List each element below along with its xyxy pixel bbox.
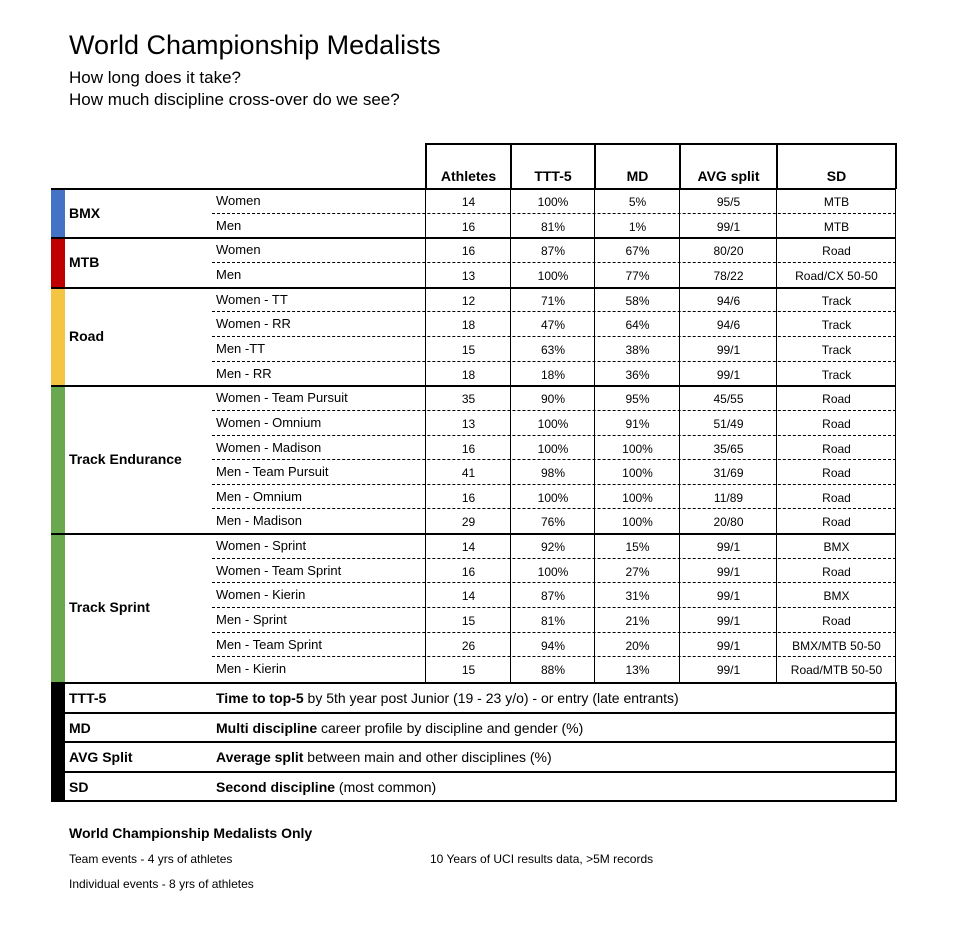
footer-note-individual: Individual events - 8 yrs of athletes bbox=[69, 877, 254, 891]
table-cell: 99/1 bbox=[716, 589, 741, 604]
table-cell: 15 bbox=[461, 342, 476, 357]
row-label: Men - Team Sprint bbox=[216, 636, 322, 652]
row-label: Women - Team Pursuit bbox=[216, 390, 348, 406]
column-divider bbox=[679, 189, 680, 682]
column-divider bbox=[594, 189, 595, 682]
legend-key: SD bbox=[69, 778, 89, 795]
legend-key: TTT-5 bbox=[69, 690, 107, 706]
row-divider bbox=[212, 213, 896, 214]
table-cell: 64% bbox=[625, 318, 650, 333]
table-cell: 15% bbox=[625, 540, 650, 555]
column-header: MD bbox=[626, 168, 649, 184]
table-cell: 99/1 bbox=[716, 540, 741, 555]
row-label: Women - TT bbox=[216, 291, 288, 307]
table-cell: 27% bbox=[625, 564, 650, 579]
table-cell: BMX bbox=[823, 589, 850, 604]
table-cell: 51/49 bbox=[713, 416, 744, 431]
row-label: Women - Team Sprint bbox=[216, 562, 342, 578]
legend-description: Second discipline (most common) bbox=[216, 778, 437, 795]
table-cell: 18% bbox=[540, 367, 566, 382]
row-label: Women bbox=[216, 193, 261, 208]
table-cell: 16 bbox=[461, 490, 476, 505]
row-divider bbox=[212, 484, 896, 485]
group-name: Road bbox=[69, 327, 104, 344]
group-border bbox=[51, 287, 896, 289]
row-label: Men - Team Pursuit bbox=[216, 464, 329, 480]
table-cell: 21% bbox=[625, 614, 650, 629]
row-label: Men - Omnium bbox=[216, 488, 302, 504]
row-label: Women - RR bbox=[216, 316, 291, 332]
group-color-bar bbox=[51, 288, 65, 387]
table-cell: 14 bbox=[461, 589, 476, 604]
table-cell: 98% bbox=[540, 466, 566, 481]
row-label: Women bbox=[216, 242, 261, 258]
legend-description: Average split between main and other disciplines (%) bbox=[216, 749, 552, 765]
table-cell: 87% bbox=[540, 589, 566, 604]
subtitle-line-2: How much discipline cross-over do we see? bbox=[69, 90, 400, 109]
table-cell: 18 bbox=[461, 318, 476, 333]
table-cell: 41 bbox=[461, 466, 476, 481]
table-cell: Road/MTB 50-50 bbox=[790, 663, 883, 678]
table-cell: 99/1 bbox=[716, 638, 741, 653]
header-top-border bbox=[426, 143, 896, 145]
table-cell: 31% bbox=[625, 589, 650, 604]
table-cell: 45/55 bbox=[713, 392, 744, 407]
table-cell: Road bbox=[822, 244, 851, 259]
table-cell: 14 bbox=[461, 540, 476, 555]
row-label: Women - Omnium bbox=[216, 414, 322, 430]
row-divider bbox=[212, 361, 896, 362]
row-divider bbox=[212, 582, 896, 583]
table-cell: 18 bbox=[461, 367, 476, 382]
table-cell: 88% bbox=[540, 663, 566, 678]
table-cell: 92% bbox=[540, 540, 566, 555]
table-cell: 77% bbox=[625, 268, 650, 283]
table-cell: 31/69 bbox=[713, 466, 744, 481]
legend-border bbox=[51, 771, 896, 773]
group-name: BMX bbox=[69, 204, 101, 221]
footer-note-team: Team events - 4 yrs of athletes bbox=[69, 852, 233, 866]
row-label: Men bbox=[216, 266, 242, 282]
table-cell: MTB bbox=[823, 195, 850, 209]
table-cell: 15 bbox=[461, 614, 476, 629]
row-divider bbox=[212, 607, 896, 608]
group-name: MTB bbox=[69, 253, 100, 270]
table-cell: BMX bbox=[823, 540, 850, 555]
table-cell: 63% bbox=[540, 342, 566, 357]
table-cell: 20/80 bbox=[713, 515, 744, 530]
table-cell: 100% bbox=[622, 466, 653, 481]
table-cell: BMX/MTB 50-50 bbox=[792, 638, 881, 653]
row-divider bbox=[212, 656, 896, 657]
row-divider bbox=[212, 632, 896, 633]
table-cell: 81% bbox=[540, 219, 566, 234]
column-divider bbox=[425, 189, 426, 682]
row-label: Men - Madison bbox=[216, 513, 302, 529]
table-cell: 100% bbox=[537, 564, 569, 579]
table-cell: 100% bbox=[622, 515, 653, 530]
table-cell: 100% bbox=[537, 416, 569, 431]
table-cell: 99/1 bbox=[716, 219, 741, 234]
table-cell: 100% bbox=[537, 195, 569, 209]
table-cell: 87% bbox=[540, 244, 566, 259]
table-cell: 58% bbox=[625, 293, 650, 308]
table-cell: 100% bbox=[537, 268, 569, 283]
table-cell: 90% bbox=[540, 392, 566, 407]
table-cell: 95% bbox=[625, 392, 650, 407]
table-cell: 13 bbox=[461, 416, 476, 431]
table-cell: Road bbox=[822, 515, 851, 530]
table-cell: Road bbox=[822, 490, 851, 505]
table-cell: Road bbox=[822, 614, 851, 629]
table-cell: 16 bbox=[461, 564, 476, 579]
table-cell: Road bbox=[822, 564, 851, 579]
row-divider bbox=[212, 262, 896, 263]
row-divider bbox=[212, 508, 896, 509]
table-cell: Track bbox=[821, 293, 852, 308]
footer-title: World Championship Medalists Only bbox=[69, 825, 313, 841]
table-cell: 99/1 bbox=[716, 614, 741, 629]
row-label: Men -TT bbox=[216, 340, 266, 356]
table-cell: 36% bbox=[625, 367, 650, 382]
table-cell: Road bbox=[822, 441, 851, 456]
subtitle-line-1: How long does it take? bbox=[69, 68, 241, 87]
column-divider bbox=[776, 189, 777, 682]
row-label: Women - Madison bbox=[216, 439, 322, 455]
group-name: Track Sprint bbox=[69, 599, 150, 616]
group-color-bar bbox=[51, 386, 65, 534]
legend-key: MD bbox=[69, 719, 91, 736]
row-label: Women - Kierin bbox=[216, 587, 306, 603]
table-cell: 35/65 bbox=[713, 441, 744, 456]
table-cell: 99/1 bbox=[716, 564, 741, 579]
footer-source: 10 Years of UCI results data, >5M records bbox=[430, 852, 654, 866]
legend-border bbox=[51, 682, 896, 684]
legend-description: Time to top-5 by 5th year post Junior (19 - 23 y/o) - or entry (late entrants) bbox=[216, 690, 679, 706]
table-cell: 94% bbox=[540, 638, 566, 653]
row-divider bbox=[212, 435, 896, 436]
table-cell: 95/5 bbox=[716, 195, 741, 209]
table-cell: 35 bbox=[461, 392, 476, 407]
legend-term: Multi discipline bbox=[216, 719, 318, 736]
table-cell: Road bbox=[822, 392, 851, 407]
row-label: Men - Sprint bbox=[216, 612, 287, 628]
table-cell: 16 bbox=[461, 441, 476, 456]
legend-bottom-border bbox=[51, 800, 896, 802]
table-cell: 81% bbox=[540, 614, 566, 629]
column-header: AVG split bbox=[697, 168, 760, 184]
legend-key: AVG Split bbox=[69, 749, 133, 765]
table-cell: Road bbox=[822, 416, 851, 431]
row-label: Women - Sprint bbox=[216, 538, 307, 554]
row-divider bbox=[212, 311, 896, 312]
table-cell: 99/1 bbox=[716, 663, 741, 678]
table-cell: 13% bbox=[625, 663, 650, 678]
table-cell: 5% bbox=[628, 195, 647, 209]
table-cell: 11/89 bbox=[713, 490, 744, 505]
group-border bbox=[51, 385, 896, 387]
table-cell: MTB bbox=[823, 219, 850, 234]
table-cell: 100% bbox=[622, 441, 653, 456]
group-border bbox=[51, 237, 896, 239]
table-cell: 100% bbox=[537, 441, 569, 456]
table-cell: Road/CX 50-50 bbox=[795, 268, 878, 283]
table-cell: 94/6 bbox=[716, 318, 741, 333]
table-cell: 26 bbox=[461, 638, 476, 653]
table-cell: Track bbox=[821, 318, 852, 333]
column-header: Athletes bbox=[440, 168, 497, 184]
table-cell: 47% bbox=[540, 318, 566, 333]
table-cell: 78/22 bbox=[713, 268, 744, 283]
table-cell: 76% bbox=[540, 515, 566, 530]
row-divider bbox=[212, 410, 896, 411]
table-cell: 29 bbox=[461, 515, 476, 530]
table-cell: 91% bbox=[625, 416, 650, 431]
table-cell: 71% bbox=[540, 293, 566, 308]
row-divider bbox=[212, 336, 896, 337]
table-cell: 15 bbox=[461, 663, 476, 678]
table-cell: Road bbox=[822, 466, 851, 481]
group-name: Track Endurance bbox=[69, 451, 182, 468]
table-cell: 94/6 bbox=[716, 293, 741, 308]
table-cell: 100% bbox=[537, 490, 569, 505]
table-cell: 13 bbox=[461, 268, 476, 283]
group-border bbox=[51, 533, 896, 535]
row-label: Men - Kierin bbox=[216, 661, 287, 677]
group-color-bar bbox=[51, 238, 65, 287]
table-cell: Track bbox=[821, 367, 852, 382]
legend-term: Average split bbox=[216, 749, 304, 765]
table-cell: 99/1 bbox=[716, 367, 741, 382]
legend-border bbox=[51, 741, 896, 743]
legend-description: Multi discipline career profile by discipline and gender (%) bbox=[216, 719, 584, 736]
table-cell: 16 bbox=[461, 219, 476, 234]
table-cell: 1% bbox=[628, 219, 647, 234]
row-label: Men - RR bbox=[216, 365, 272, 381]
table-cell: 38% bbox=[625, 342, 650, 357]
table-cell: 14 bbox=[461, 195, 476, 209]
column-divider bbox=[895, 189, 896, 682]
row-divider bbox=[212, 558, 896, 559]
column-divider bbox=[510, 189, 511, 682]
legend-border bbox=[51, 712, 896, 714]
row-divider bbox=[212, 459, 896, 460]
group-color-bar bbox=[51, 189, 65, 238]
legend-right-border bbox=[895, 682, 897, 802]
table-cell: 12 bbox=[461, 293, 476, 308]
table-cell: 67% bbox=[625, 244, 650, 259]
table-cell: Track bbox=[821, 342, 852, 357]
table-cell: 99/1 bbox=[716, 342, 741, 357]
table-cell: 80/20 bbox=[713, 244, 744, 259]
table-cell: 16 bbox=[461, 244, 476, 259]
page-title: World Championship Medalists bbox=[69, 30, 441, 60]
table-cell: 20% bbox=[625, 638, 650, 653]
column-header: SD bbox=[826, 168, 847, 184]
group-color-bar bbox=[51, 534, 65, 682]
legend-term: Time to top-5 bbox=[216, 690, 304, 706]
row-label: Men bbox=[216, 217, 242, 233]
column-header: TTT-5 bbox=[534, 168, 572, 184]
legend-term: Second discipline bbox=[216, 778, 336, 795]
table-cell: 100% bbox=[622, 490, 653, 505]
group-border bbox=[51, 188, 896, 190]
